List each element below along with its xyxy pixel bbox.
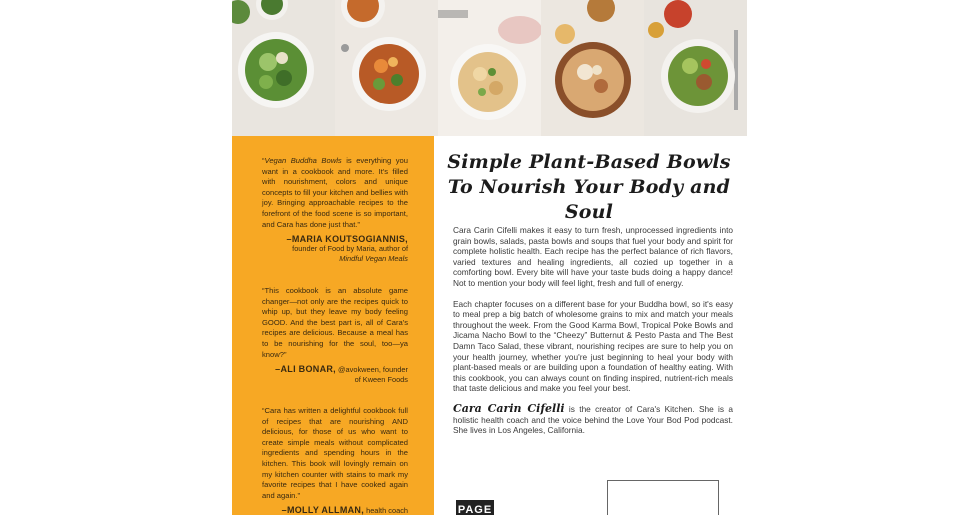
description-paragraph-1: Cara Carin Cifelli makes it easy to turn fresh, unprocessed ingredients into grain bowls, salads, pasta bowls and soups that fuel your body and spirit for complete holistic health. Each recipe has the perfect balance of rich flavors, varied textures and healing ingredients, all cozied up together in a comforting bowl. Every bite will have your taste buds doing a happy dance! Not to mention your body will feel light, fresh and full of energy.: [453, 225, 733, 288]
quote-text: “Cara has written a delightful cookbook full of recipes that are nourishing AND delicious, for those of us who want to create simple meals without complicated ingredients and spending hours in the kitchen. This book will lovingly remain on my kitchen counter with stains to mark my favorite recipes that I have cooked again and again.”: [262, 406, 408, 500]
quote-ali: [262, 286, 408, 385]
quote-attribution: [262, 505, 408, 515]
description-column: [434, 136, 747, 515]
book-title-em: Vegan Buddha Bowls: [264, 156, 342, 165]
quote-attribution: [262, 234, 408, 264]
photo-pasta-bowl: [438, 0, 541, 136]
photo-taco-salad-bowl: [644, 0, 747, 136]
quote-author-name: –MOLLY ALLMAN,: [281, 505, 365, 515]
quote-author-handle: @avokween, founder: [335, 365, 408, 375]
photo-soup-bowl: [335, 0, 438, 136]
quote-attribution: [262, 364, 408, 385]
headline-line-1: Simple Plant-Based Bowls: [447, 151, 731, 173]
headline-line-2: To Nourish Your Body and Soul: [447, 176, 731, 223]
quote-author-affiliation: of Kween Foods: [354, 375, 408, 385]
endorsement-quotes-panel: [232, 136, 434, 515]
cover-headline: [444, 150, 734, 225]
barcode-box: [607, 480, 719, 515]
quote-author-book: Mindful Vegan Meals: [339, 254, 408, 264]
quote-molly: [262, 406, 408, 515]
book-description: [453, 225, 733, 446]
quote-author-name: –ALI BONAR,: [275, 364, 336, 375]
author-bio: [453, 401, 733, 436]
quote-author-affiliation: health coach: [364, 506, 408, 515]
food-photo-strip: [232, 0, 747, 136]
quote-text: “This cookbook is an absolute game changer—not only are the recipes quick to whip up, but they leave my body feeling GOOD. And the best part is, all of Cara's recipes are delicious. Because a meal has to be nourishing for the soul, too—ya know?”: [262, 286, 408, 359]
author-name: Cara Carin Cifelli: [453, 401, 565, 415]
author-bio-text: is the creator of Cara's Kitchen. She is a holistic health coach and the voice behind the Love Your Bod Pod podcast. She lives in Los Angeles, California.: [453, 403, 733, 436]
quote-author-affiliation: founder of Food by Maria, author of: [292, 244, 408, 254]
book-back-cover: [232, 0, 747, 515]
description-paragraph-2: Each chapter focuses on a different base for your Buddha bowl, so it's easy to meal prep a big batch of wholesome grains to mix and match your meals throughout the week. From the Good Karma Bowl, Tropical Poke Bowls and Jicama Nacho Bowl to the “Cheezy” Butternut & Pesto Pasta and The Best Damn Taco Salad, these vibrant, nourishing recipes are sure to help you on your health journey, whether you're just beginning to heal your body with plant-based meals or are building upon a foundation of healthy eating. With this cookbook, you can always count on finding inspired, nutrient-rich meals that taste delicious and make you feel your best.: [453, 298, 733, 394]
publisher-logo: PAGE: [456, 500, 494, 515]
quote-text: “Vegan Buddha Bowls is everything you want in a cookbook and more. It's filled with nourishment, colors and unique concepts to fill your kitchen and bellies with joy. Bringing approachable recipes to the forefront of the food scene is so important, and Cara has done just that.”: [262, 156, 408, 229]
photo-grain-bowl: [541, 0, 644, 136]
quote-maria: [262, 156, 408, 264]
quote-author-name: –MARIA KOUTSOGIANNIS,: [286, 234, 408, 245]
photo-salad-bowl: [232, 0, 335, 136]
